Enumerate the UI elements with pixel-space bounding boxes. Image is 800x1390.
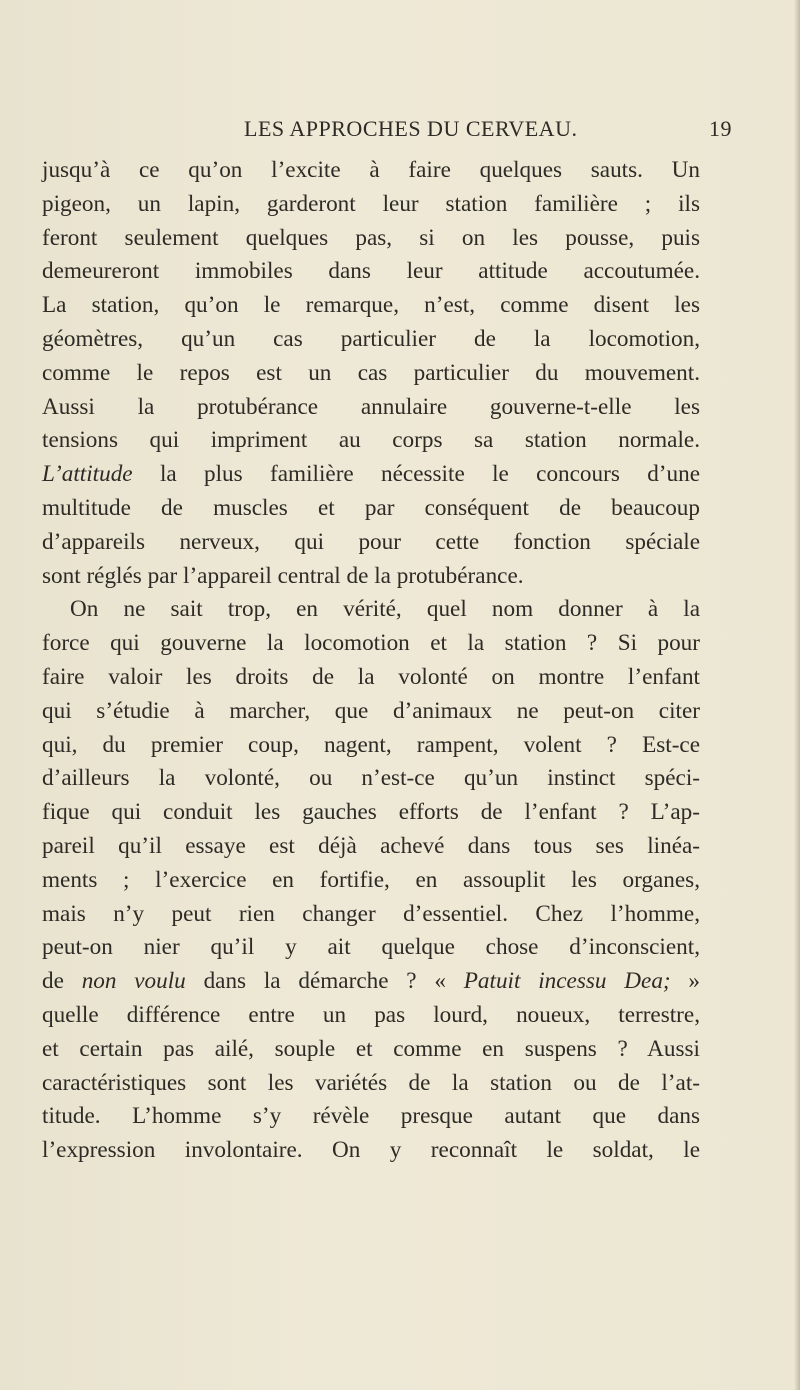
latin-quote: Patuit incessu Dea; — [463, 968, 671, 995]
text-line: comme le repos est un cas particulier du mouvement. — [42, 359, 700, 386]
text-line-italic-start — [42, 458, 700, 492]
text-line: tensions qui impriment au corps sa station normale. — [42, 427, 700, 454]
text-line: d’ailleurs la volonté, ou n’est-ce qu’un instinct spéci- — [42, 765, 700, 792]
text-line: faire valoir les droits de la volonté on montre l’enfant — [42, 663, 700, 690]
line-text: » — [670, 968, 701, 995]
text-line: titude. L’homme s’y révèle presque autant que dans — [42, 1103, 700, 1130]
body-text — [42, 154, 700, 1168]
text-line: feront seulement quelques pas, si on les pousse, puis — [42, 224, 700, 251]
text-line: La station, qu’on le remarque, n’est, comme disent les — [42, 292, 700, 319]
italic-text: L’attitude — [42, 461, 133, 488]
running-title: LES APPROCHES DU CERVEAU. — [244, 116, 578, 141]
text-line: mais n’y peut rien changer d’essentiel. Chez l’homme, — [42, 900, 700, 927]
line-text: dans la démarche ? « — [185, 968, 464, 995]
text-line: demeureront immobiles dans leur attitude accoutumée. — [42, 258, 700, 285]
text-line: qui, du premier coup, nagent, rampent, volent ? Est-ce — [42, 731, 700, 758]
text-line: fique qui conduit les gauches efforts de l’enfant ? L’ap- — [42, 799, 700, 826]
page-edge-shadow — [794, 0, 800, 1390]
text-line: quelle différence entre un pas lourd, noueux, terrestre, — [42, 1001, 700, 1028]
line-text: la plus familière nécessite le concours d’une — [132, 461, 700, 488]
page-number: 19 — [709, 116, 732, 141]
line-text: de — [42, 968, 82, 995]
running-head — [60, 116, 740, 146]
text-line: et certain pas ailé, souple et comme en suspens ? Aussi — [42, 1035, 700, 1062]
text-line: qui s’étudie à marcher, que d’animaux ne peut-on citer — [42, 697, 700, 724]
text-line: pareil qu’il essaye est déjà achevé dans tous ses linéa- — [42, 832, 700, 859]
text-line: géomètres, qu’un cas particulier de la locomotion, — [42, 325, 700, 352]
text-line: sont réglés par l’appareil central de la protubérance. — [42, 562, 524, 589]
italic-text: non voulu — [81, 968, 186, 995]
paragraph-start-line: On ne sait trop, en vérité, quel nom donner à la — [70, 596, 700, 623]
text-line: multitude de muscles et par conséquent de beaucoup — [42, 494, 700, 521]
text-line: pigeon, un lapin, garderont leur station familière ; ils — [42, 190, 700, 217]
text-line: Aussi la protubérance annulaire gouverne-t-elle les — [42, 393, 700, 420]
text-line: d’appareils nerveux, qui pour cette fonction spéciale — [42, 528, 700, 555]
text-line: ments ; l’exercice en fortifie, en assouplit les organes, — [42, 866, 700, 893]
text-line: l’expression involontaire. On y reconnaît le soldat, le — [42, 1137, 700, 1164]
text-line: force qui gouverne la locomotion et la station ? Si pour — [42, 630, 700, 657]
text-line: jusqu’à ce qu’on l’excite à faire quelques sauts. Un — [42, 157, 700, 183]
text-line: peut-on nier qu’il y ait quelque chose d’inconscient, — [42, 934, 700, 961]
text-line: caractéristiques sont les variétés de la station ou de l’at- — [42, 1069, 700, 1096]
text-line-with-quote — [42, 965, 700, 999]
